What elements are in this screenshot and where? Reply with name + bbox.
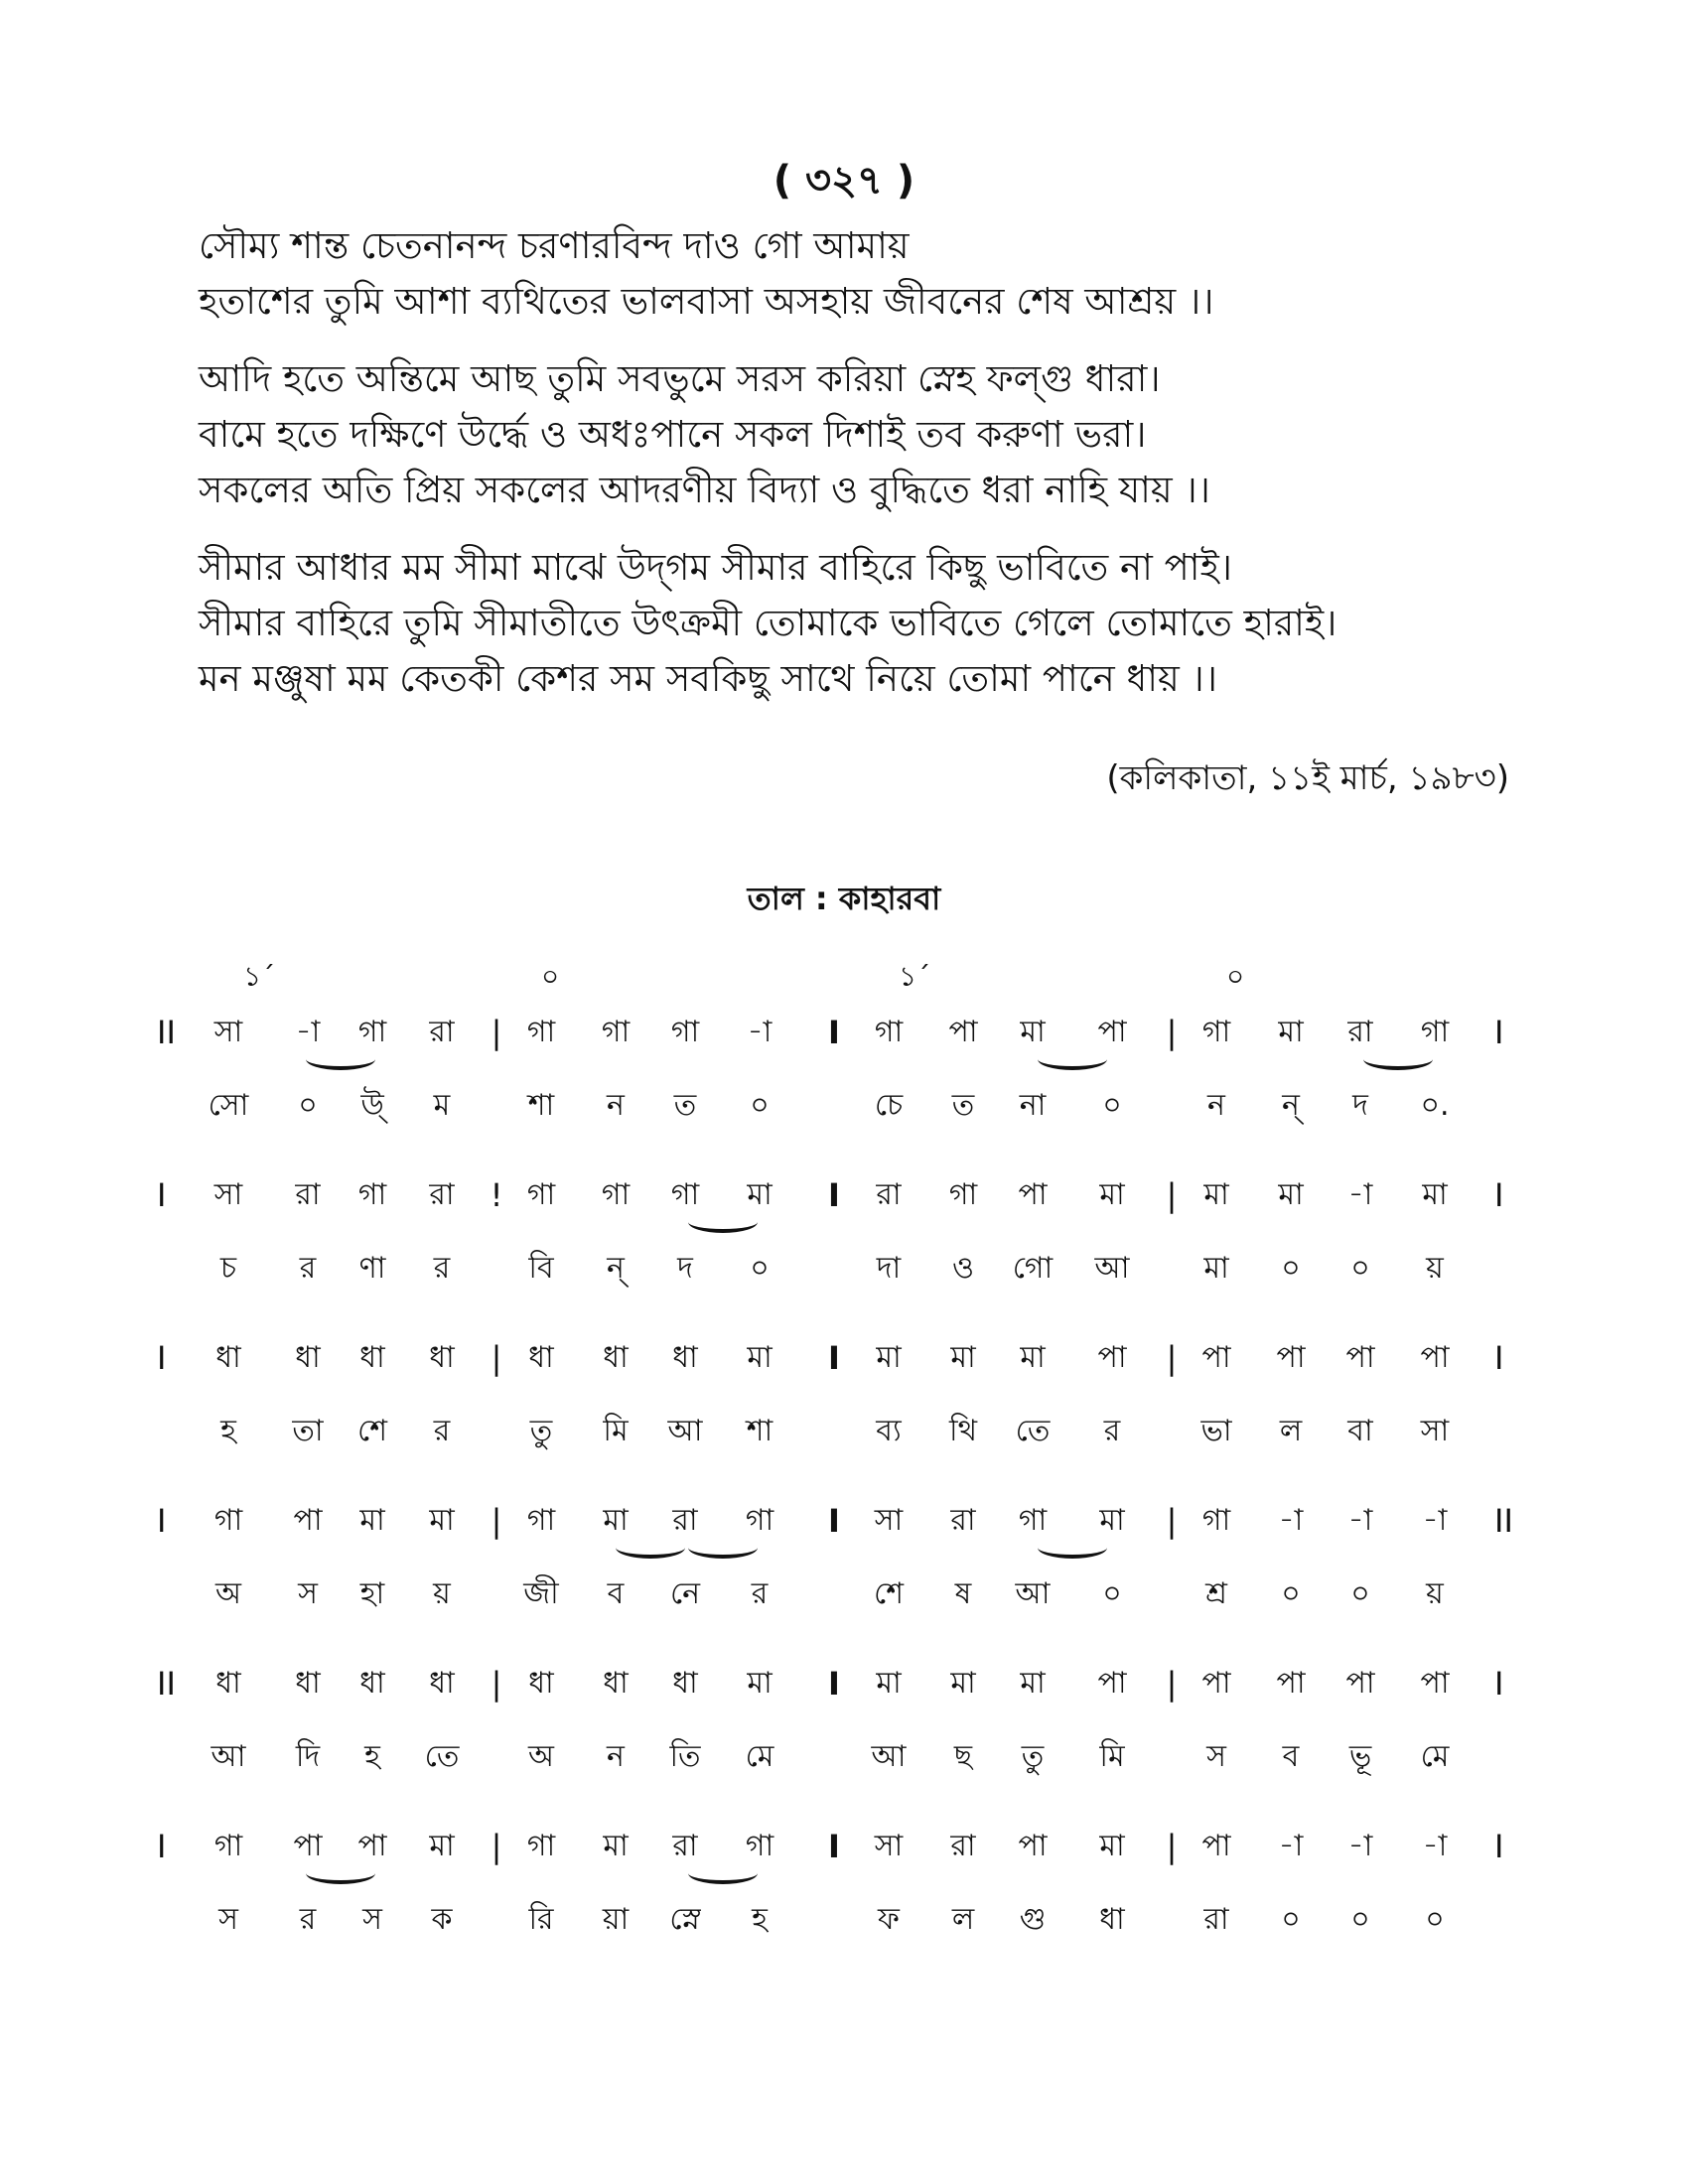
bani-syllable: দি: [295, 1739, 321, 1774]
bani-syllable: তে: [424, 1739, 460, 1774]
bani-syllable: ০: [1350, 1902, 1370, 1937]
swar-note: -া: [1422, 1503, 1448, 1538]
swar-note: মা: [876, 1666, 902, 1701]
lyric-line: আদি হতে অন্তিমে আছ তুমি সবভুমে সরস করিয়া স্নেহ ফল্গু ধারা।: [199, 357, 1161, 400]
bani-syllable: শে: [874, 1576, 904, 1611]
bani-syllable: ল: [1279, 1414, 1303, 1448]
swar-note: মা: [1422, 1177, 1448, 1212]
bani-syllable: উ্: [360, 1088, 384, 1123]
swar-note: পা: [1201, 1340, 1231, 1375]
bani-syllable: ০: [1102, 1576, 1122, 1611]
swar-note: ধা: [359, 1340, 385, 1375]
bar-line: |: [491, 1502, 502, 1540]
lyrics-block: [199, 218, 1529, 729]
bani-syllable: বা: [1347, 1414, 1373, 1448]
swar-row: [0, 1013, 1688, 1086]
bani-syllable: ন: [607, 1739, 625, 1774]
bani-syllable: না: [1019, 1088, 1047, 1123]
bani-syllable: জী: [523, 1576, 559, 1611]
swar-note: ধা: [295, 1666, 321, 1701]
row-end-mark: I: [1494, 1828, 1504, 1865]
swar-row: [0, 1338, 1688, 1412]
swar-note: -া: [1347, 1503, 1373, 1538]
meend-slur: [1038, 1048, 1107, 1070]
swar-note: মা: [603, 1829, 629, 1863]
swar-note: ধা: [429, 1340, 455, 1375]
swar-note: -া: [1347, 1829, 1373, 1863]
bani-syllable: দা: [876, 1251, 902, 1286]
swar-note: পা: [1276, 1666, 1306, 1701]
row-end-mark: I: [1494, 1176, 1504, 1214]
swar-note: গা: [670, 1177, 700, 1212]
swar-note: গা: [1201, 1015, 1231, 1049]
bani-syllable: চ: [219, 1251, 237, 1286]
bani-syllable: গু: [1019, 1902, 1047, 1937]
bani-syllable: ও: [951, 1251, 975, 1286]
bar-line: |: [491, 1339, 502, 1377]
bani-syllable: র: [299, 1902, 317, 1937]
bani-syllable: ম: [433, 1088, 451, 1123]
row-start-mark: I: [157, 1339, 167, 1377]
page-number: ( ৩২৭ ): [773, 158, 915, 204]
bani-syllable: ০: [1425, 1902, 1445, 1937]
swar-note: মা: [359, 1503, 385, 1538]
swar-note: গা: [526, 1829, 556, 1863]
swar-note: গা: [745, 1503, 774, 1538]
date-place-line: (কলিকাতা, ১১ই মার্চ, ১৯৮৩): [1106, 758, 1509, 798]
beat-mark: ১´: [899, 960, 931, 993]
bani-syllable: ক: [431, 1902, 453, 1937]
lyric-line: সীমার আধার মম সীমা মাঝে উদ্‌গম সীমার বাহিরে কিছু ভাবিতে না পাই।: [199, 546, 1232, 589]
bani-syllable: র: [299, 1251, 317, 1286]
swar-note: পা: [1097, 1666, 1127, 1701]
swar-note: ধা: [215, 1666, 241, 1701]
bani-syllable: গো: [1012, 1251, 1054, 1286]
bar-line: |: [491, 1665, 502, 1703]
swar-note: মা: [1099, 1177, 1125, 1212]
bani-syllable: ০: [1281, 1902, 1301, 1937]
bani-syllable: ব: [607, 1576, 625, 1611]
bar-line: |: [1166, 1176, 1178, 1214]
bani-syllable: য়: [1426, 1251, 1444, 1286]
bani-syllable: ব: [1282, 1739, 1300, 1774]
swar-note: -া: [1278, 1829, 1304, 1863]
swar-note: মা: [1099, 1503, 1125, 1538]
swar-note: পা: [1201, 1666, 1231, 1701]
taal-heading: তাল : কাহারবা: [747, 880, 941, 917]
row-end-mark: II: [1494, 1502, 1513, 1540]
swar-note: -া: [1347, 1177, 1373, 1212]
bar-line: I: [828, 1828, 840, 1865]
bani-syllable: সা: [1420, 1414, 1450, 1448]
bani-syllable: থি: [948, 1414, 977, 1448]
swar-note: গা: [1420, 1015, 1450, 1049]
bani-syllable: তি: [669, 1739, 701, 1774]
swar-note: মা: [1278, 1177, 1304, 1212]
bani-syllable: রি: [528, 1902, 554, 1937]
swar-note: পা: [1420, 1666, 1450, 1701]
swar-note: পা: [1345, 1340, 1375, 1375]
bani-syllable: অ: [215, 1576, 241, 1611]
swar-note: গা: [745, 1829, 774, 1863]
swar-note: রা: [876, 1177, 902, 1212]
swar-note: মা: [1020, 1666, 1046, 1701]
swar-note: গা: [601, 1177, 631, 1212]
bani-syllable: বি: [528, 1251, 554, 1286]
bani-syllable: তু: [1021, 1739, 1045, 1774]
swar-note: রা: [672, 1829, 698, 1863]
swar-note: মা: [1099, 1829, 1125, 1863]
bani-row: [0, 1086, 1688, 1175]
bani-syllable: ন্: [1282, 1088, 1300, 1123]
bar-line: !: [490, 1176, 503, 1214]
row-start-mark: II: [157, 1665, 176, 1703]
swar-note: ধা: [672, 1340, 698, 1375]
swar-note: মা: [876, 1340, 902, 1375]
swar-note: পা: [1201, 1829, 1231, 1863]
bani-syllable: আ: [871, 1739, 907, 1774]
bani-syllable: হ: [220, 1414, 236, 1448]
swar-note: ধা: [603, 1666, 629, 1701]
stanza-2: [199, 351, 1529, 518]
lyric-line: সকলের অতি প্রিয় সকলের আদরণীয় বিদ্যা ও বুদ্ধিতে ধরা নাহি যায় ।।: [199, 469, 1210, 511]
bani-syllable: ন্: [607, 1251, 625, 1286]
bani-syllable: রা: [1203, 1902, 1229, 1937]
bani-syllable: দ: [1352, 1088, 1368, 1123]
bar-line: I: [828, 1502, 840, 1540]
swar-note: রা: [429, 1177, 455, 1212]
bani-syllable: ০: [1350, 1251, 1370, 1286]
bar-line: |: [1166, 1828, 1178, 1865]
row-end-mark: I: [1494, 1339, 1504, 1377]
swar-note: গা: [357, 1177, 387, 1212]
lyric-line: সৌম্য শান্ত চেতনানন্দ চরণারবিন্দ দাও গো আমায়: [199, 224, 910, 267]
meend-slur: [616, 1537, 685, 1559]
swar-note: মা: [1278, 1015, 1304, 1049]
swar-note: ধা: [528, 1340, 554, 1375]
bani-syllable: ধা: [1099, 1902, 1125, 1937]
bani-syllable: আ: [211, 1739, 246, 1774]
bani-syllable: র: [433, 1414, 451, 1448]
swar-note: মা: [747, 1340, 773, 1375]
swar-note: সা: [874, 1829, 904, 1863]
bani-row: [0, 1900, 1688, 1989]
bani-syllable: মে: [1420, 1739, 1450, 1774]
swar-note: -া: [747, 1015, 773, 1049]
swar-note: গা: [526, 1015, 556, 1049]
bani-syllable: স: [298, 1576, 318, 1611]
swar-note: রা: [950, 1829, 976, 1863]
swar-note: মা: [747, 1177, 773, 1212]
bani-syllable: মা: [1203, 1251, 1229, 1286]
meend-slur: [688, 1211, 758, 1233]
lyric-line: বামে হতে দক্ষিণে উর্দ্ধে ও অধঃপানে সকল দিশাই তব করুণা ভরা।: [199, 413, 1147, 456]
swar-note: -া: [1278, 1503, 1304, 1538]
meend-slur: [688, 1862, 758, 1884]
swar-note: ধা: [603, 1340, 629, 1375]
bani-syllable: ত: [951, 1088, 975, 1123]
bani-syllable: র: [433, 1251, 451, 1286]
bar-line: I: [828, 1339, 840, 1377]
bani-syllable: ষ: [954, 1576, 972, 1611]
bani-syllable: ০: [750, 1088, 770, 1123]
swar-note: গা: [213, 1503, 243, 1538]
bani-syllable: স: [1206, 1739, 1226, 1774]
swar-note: পা: [1420, 1340, 1450, 1375]
beat-mark: ০: [541, 960, 560, 993]
swar-note: গা: [526, 1177, 556, 1212]
swar-note: রা: [429, 1015, 455, 1049]
bani-syllable: ০: [750, 1251, 770, 1286]
swar-note: পা: [1018, 1829, 1048, 1863]
swar-row: [0, 1175, 1688, 1249]
bani-syllable: র: [751, 1576, 769, 1611]
bani-syllable: ন: [607, 1088, 625, 1123]
bar-line: |: [491, 1014, 502, 1051]
bani-syllable: য়: [1426, 1576, 1444, 1611]
bani-syllable: তে: [1015, 1414, 1051, 1448]
bani-syllable: ল: [951, 1902, 975, 1937]
swar-row: [0, 1501, 1688, 1574]
bani-syllable: নে: [669, 1576, 701, 1611]
bani-syllable: য়: [433, 1576, 451, 1611]
swar-note: ধা: [295, 1340, 321, 1375]
bani-syllable: হা: [359, 1576, 385, 1611]
swar-note: ধা: [359, 1666, 385, 1701]
beat-mark: ১´: [243, 960, 276, 993]
bani-syllable: স: [362, 1902, 382, 1937]
bar-line: |: [1166, 1339, 1178, 1377]
bani-syllable: চে: [874, 1088, 904, 1123]
meend-slur: [306, 1862, 375, 1884]
bani-row: [0, 1249, 1688, 1338]
bani-syllable: হ: [364, 1739, 380, 1774]
swar-note: পা: [948, 1015, 978, 1049]
row-start-mark: I: [157, 1176, 167, 1214]
bani-syllable: ০: [1281, 1251, 1301, 1286]
bani-syllable: সো: [208, 1088, 249, 1123]
swar-note: পা: [1345, 1666, 1375, 1701]
swar-note: গা: [601, 1015, 631, 1049]
bani-syllable: ণা: [358, 1251, 386, 1286]
bani-syllable: শা: [527, 1088, 555, 1123]
swar-note: রা: [950, 1503, 976, 1538]
bani-syllable: য়া: [602, 1902, 630, 1937]
swar-note: মা: [1020, 1015, 1046, 1049]
swar-note: সা: [213, 1015, 243, 1049]
swar-note: পা: [293, 1829, 323, 1863]
row-start-mark: II: [157, 1014, 176, 1051]
swar-note: মা: [603, 1503, 629, 1538]
row-start-mark: I: [157, 1502, 167, 1540]
swar-note: পা: [1018, 1177, 1048, 1212]
bani-syllable: ভা: [1200, 1414, 1232, 1448]
meend-slur: [1363, 1048, 1433, 1070]
bani-row: [0, 1737, 1688, 1827]
swar-note: মা: [429, 1503, 455, 1538]
meend-slur: [306, 1048, 375, 1070]
swar-note: গা: [1018, 1503, 1048, 1538]
bar-line: I: [828, 1014, 840, 1051]
swar-note: মা: [950, 1340, 976, 1375]
row-end-mark: I: [1494, 1665, 1504, 1703]
swar-note: সা: [874, 1503, 904, 1538]
bani-syllable: ভূ: [1348, 1739, 1372, 1774]
swar-note: মা: [1203, 1177, 1229, 1212]
lyric-line: মন মঞ্জুষা মম কেতকী কেশর সম সবকিছু সাথে নিয়ে তোমা পানে ধায় ।।: [199, 657, 1217, 700]
swar-note: -া: [295, 1015, 321, 1049]
bani-syllable: ফ: [878, 1902, 900, 1937]
swar-note: রা: [672, 1503, 698, 1538]
swar-note: গা: [526, 1503, 556, 1538]
swar-note: মা: [950, 1666, 976, 1701]
swar-note: পা: [357, 1829, 387, 1863]
beat-mark: ০: [1226, 960, 1245, 993]
swar-note: ধা: [215, 1340, 241, 1375]
lyric-line: হতাশের তুমি আশা ব্যথিতের ভালবাসা অসহায় জীবনের শেষ আশ্রয় ।।: [199, 280, 1214, 323]
meend-slur: [688, 1537, 758, 1559]
bani-syllable: হ: [752, 1902, 768, 1937]
stanza-1: [199, 218, 1529, 330]
swar-note: ধা: [528, 1666, 554, 1701]
swar-note: ধা: [429, 1666, 455, 1701]
lyric-line: সীমার বাহিরে তুমি সীমাতীতে উৎক্রমী তোমাকে ভাবিতে গেলে তোমাতে হারাই।: [199, 602, 1337, 644]
bani-syllable: র: [1103, 1414, 1121, 1448]
bani-syllable: ত: [673, 1088, 697, 1123]
swar-note: গা: [948, 1177, 978, 1212]
bar-line: |: [491, 1828, 502, 1865]
swar-note: পা: [1276, 1340, 1306, 1375]
meend-slur: [1038, 1537, 1107, 1559]
bani-syllable: স্নে: [669, 1902, 701, 1937]
bani-row: [0, 1412, 1688, 1501]
swar-row: [0, 1664, 1688, 1737]
bani-syllable: তু: [529, 1414, 553, 1448]
swar-note: পা: [1097, 1015, 1127, 1049]
bani-syllable: তা: [292, 1414, 324, 1448]
bani-syllable: আ: [1015, 1576, 1051, 1611]
bar-line: |: [1166, 1665, 1178, 1703]
swar-note: পা: [293, 1503, 323, 1538]
bani-syllable: মি: [603, 1414, 629, 1448]
swar-note: মা: [429, 1829, 455, 1863]
bani-syllable: আ: [667, 1414, 703, 1448]
swar-note: পা: [1097, 1340, 1127, 1375]
swar-note: গা: [213, 1829, 243, 1863]
swar-note: রা: [1347, 1015, 1373, 1049]
bani-syllable: ০: [1281, 1576, 1301, 1611]
swar-note: মা: [747, 1666, 773, 1701]
bani-syllable: ব্য: [876, 1414, 902, 1448]
swar-note: -া: [1422, 1829, 1448, 1863]
notation-table: [0, 1013, 1688, 1989]
bani-syllable: শা: [746, 1414, 774, 1448]
bar-line: |: [1166, 1014, 1178, 1051]
bani-syllable: শ্র: [1205, 1576, 1227, 1611]
row-end-mark: I: [1494, 1014, 1504, 1051]
swar-note: রা: [295, 1177, 321, 1212]
swar-note: গা: [357, 1015, 387, 1049]
swar-note: গা: [670, 1015, 700, 1049]
bani-syllable: ন: [1207, 1088, 1225, 1123]
swar-row: [0, 1827, 1688, 1900]
bani-syllable: অ: [528, 1739, 554, 1774]
bani-syllable: ০: [1350, 1576, 1370, 1611]
bani-syllable: ছ: [953, 1739, 973, 1774]
row-start-mark: I: [157, 1828, 167, 1865]
swar-note: গা: [874, 1015, 904, 1049]
bar-line: I: [828, 1176, 840, 1214]
bani-syllable: মি: [1099, 1739, 1125, 1774]
bani-syllable: ০: [298, 1088, 318, 1123]
swar-note: সা: [213, 1177, 243, 1212]
swar-note: গা: [1201, 1503, 1231, 1538]
swar-note: ধা: [672, 1666, 698, 1701]
stanza-3: [199, 540, 1529, 707]
beat-marks-row: [0, 955, 1688, 995]
bani-syllable: দ: [677, 1251, 693, 1286]
bar-line: |: [1166, 1502, 1178, 1540]
bani-syllable: আ: [1094, 1251, 1130, 1286]
bar-line: I: [828, 1665, 840, 1703]
bani-syllable: মে: [745, 1739, 774, 1774]
swar-note: মা: [1020, 1340, 1046, 1375]
bani-row: [0, 1574, 1688, 1664]
bani-syllable: স: [218, 1902, 238, 1937]
bani-syllable: ০.: [1420, 1088, 1450, 1123]
bani-syllable: শে: [357, 1414, 387, 1448]
bani-syllable: ০: [1102, 1088, 1122, 1123]
